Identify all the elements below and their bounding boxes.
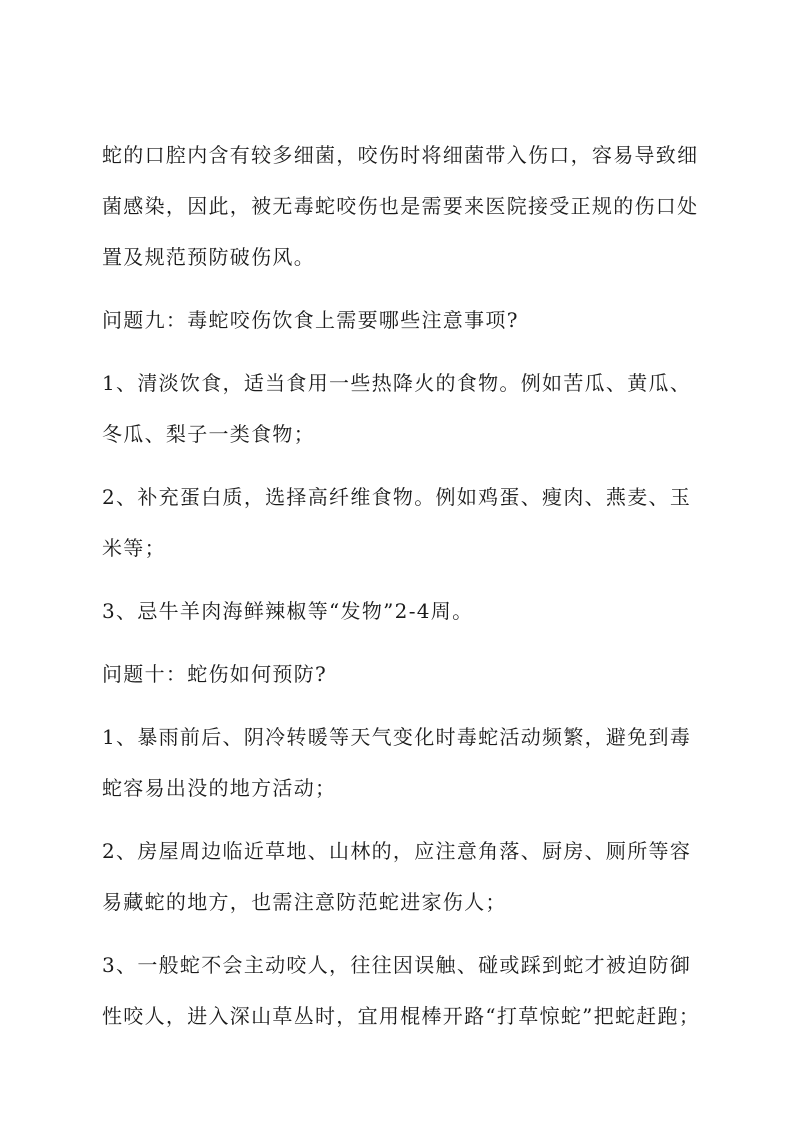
diet-item-3 — [102, 586, 702, 637]
text-line: 性咬人，进入深山草丛时，宜用棍棒开路“打草惊蛇”把蛇赶跑； — [102, 1004, 701, 1028]
text-line: 2、补充蛋白质，选择高纤维食物。例如鸡蛋、瘦肉、燕麦、玉 — [102, 485, 692, 509]
text-line: 冬瓜、梨子一类食物； — [102, 422, 315, 446]
prevention-item-1 — [102, 712, 702, 814]
text-line: 2、房屋周边临近草地、山林的，应注意角落、厨房、厕所等容 — [102, 839, 692, 863]
text-line: 蛇的口腔内含有较多细菌，咬伤时将细菌带入伤口，容易导致细 — [102, 143, 699, 167]
text-line: 1、暴雨前后、阴冷转暖等天气变化时毒蛇活动频繁，避免到毒 — [102, 725, 692, 749]
text-line: 1、清淡饮食，适当食用一些热降火的食物。例如苦瓜、黄瓜、 — [102, 371, 692, 395]
question-ten-heading — [102, 649, 702, 700]
text-line: 3、忌牛羊肉海鲜辣椒等“发物”2-4周。 — [102, 599, 474, 623]
text-line: 问题十：蛇伤如何预防? — [102, 662, 328, 686]
text-line: 易藏蛇的地方，也需注意防范蛇进家伤人； — [102, 890, 507, 914]
text-line: 问题九：毒蛇咬伤饮食上需要哪些注意事项? — [102, 308, 519, 332]
text-line: 置及规范预防破伤风。 — [102, 245, 315, 269]
document-body — [102, 130, 702, 1042]
diet-item-2 — [102, 472, 702, 574]
text-line: 菌感染，因此，被无毒蛇咬伤也是需要来医院接受正规的伤口处 — [102, 194, 699, 218]
prevention-item-2 — [102, 826, 702, 928]
paragraph-snake-bacteria — [102, 130, 702, 283]
text-line: 米等； — [102, 536, 166, 560]
prevention-item-3 — [102, 940, 702, 1042]
question-nine-heading — [102, 295, 702, 346]
text-line: 蛇容易出没的地方活动； — [102, 776, 337, 800]
text-line: 3、一般蛇不会主动咬人，往往因误触、碰或踩到蛇才被迫防御 — [102, 953, 692, 977]
diet-item-1 — [102, 358, 702, 460]
